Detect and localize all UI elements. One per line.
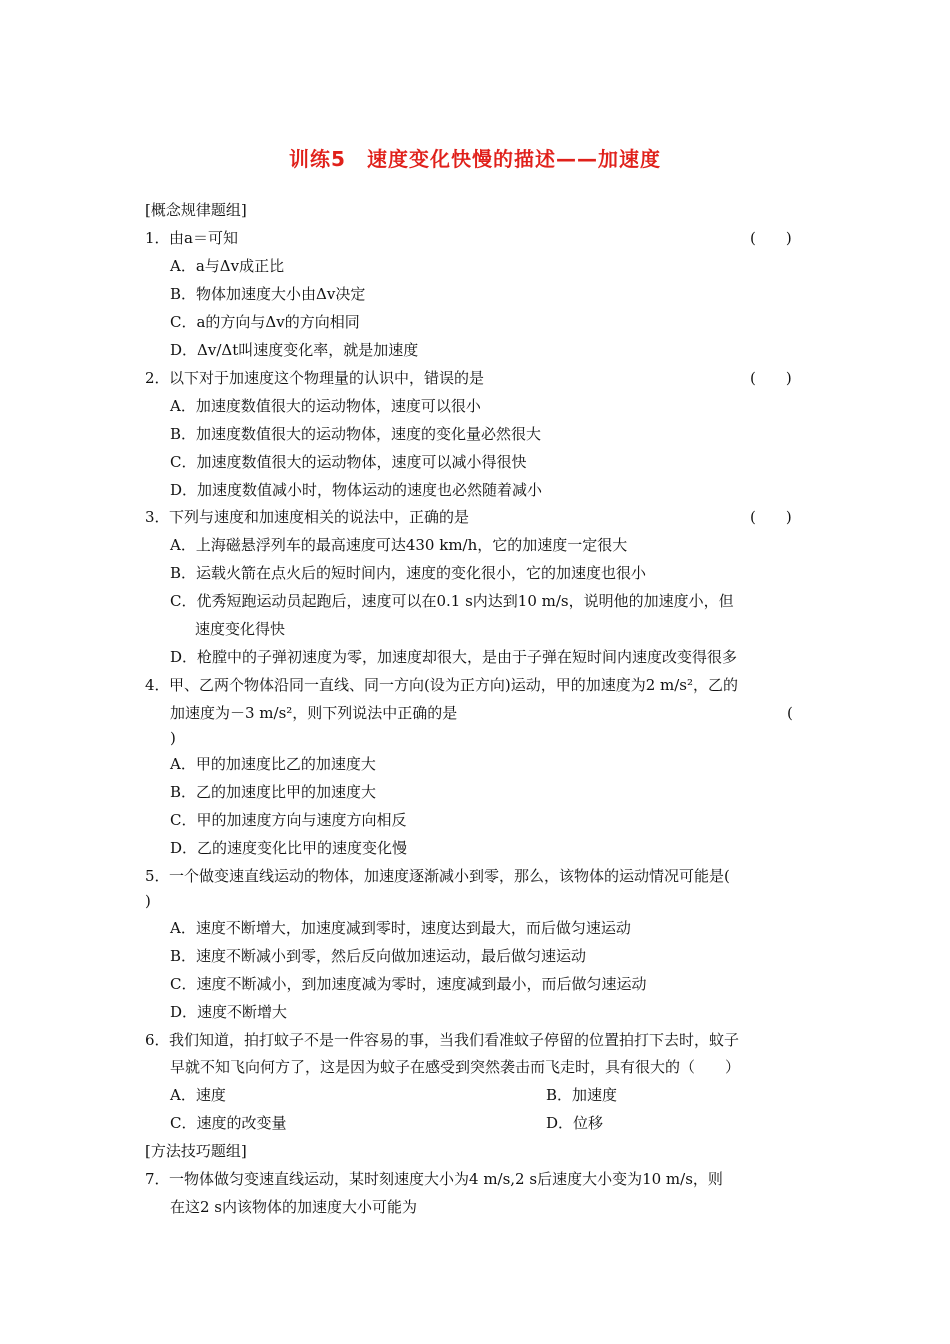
question-2-stem [145, 368, 484, 388]
option-a: A．速度不断增大，加速度减到零时，速度达到最大，而后做匀速运动 [170, 919, 631, 937]
answer-bracket-open: ( [787, 704, 793, 722]
question-number: 5． [145, 867, 170, 885]
question-number: 6． [145, 1031, 170, 1049]
option-b: B．加速度 [546, 1086, 618, 1104]
option-c: C．甲的加速度方向与速度方向相反 [170, 811, 407, 829]
option-a: A．a与Δv成正比 [170, 257, 285, 275]
option-c: C．优秀短跑运动员起跑后，速度可以在0.1 s内达到10 m/s，说明他的加速度小，但 [170, 592, 734, 610]
option-d: D．Δv/Δt叫速度变化率，就是加速度 [170, 341, 419, 359]
question-3-stem [145, 507, 469, 527]
question-7-stem-continuation: 在这2 s内该物体的加速度大小可能为 [170, 1198, 418, 1216]
question-4-stem [145, 675, 738, 695]
question-number: 2． [145, 369, 170, 387]
option-b: B．速度不断减小到零，然后反向做加速运动，最后做匀速运动 [170, 947, 587, 965]
question-text: 下列与速度和加速度相关的说法中，正确的是 [169, 508, 470, 526]
option-a: A．加速度数值很大的运动物体，速度可以很小 [170, 397, 481, 415]
question-text: 由a＝可知 [169, 229, 238, 247]
option-c: C．速度不断减小，到加速度减为零时，速度减到最小，而后做匀速运动 [170, 975, 647, 993]
option-b: B．物体加速度大小由Δv决定 [170, 285, 366, 303]
question-4-stem-continuation: 加速度为－3 m/s²，则下列说法中正确的是 [170, 704, 458, 722]
section-heading-methods: [方法技巧题组] [145, 1142, 247, 1160]
question-5-stem [145, 866, 730, 886]
question-text: 一物体做匀变速直线运动，某时刻速度大小为4 m/s,2 s后速度大小变为10 m/s，则 [169, 1170, 723, 1188]
option-b: B．运载火箭在点火后的短时间内，速度的变化很小，它的加速度也很小 [170, 564, 647, 582]
question-text: 以下对于加速度这个物理量的认识中，错误的是 [169, 369, 485, 387]
option-b: B．加速度数值很大的运动物体，速度的变化量必然很大 [170, 425, 542, 443]
question-number: 4． [145, 676, 170, 694]
question-7-stem [145, 1169, 723, 1189]
question-6-stem-continuation: 早就不知飞向何方了，这是因为蚊子在感受到突然袭击而飞走时，具有很大的（ ） [170, 1058, 741, 1076]
option-c-continuation: 速度变化得快 [195, 620, 286, 638]
option-c: C．速度的改变量 [170, 1114, 287, 1132]
option-c: C．a的方向与Δv的方向相同 [170, 313, 360, 331]
answer-bracket-close: ) [145, 892, 151, 910]
option-a: A．甲的加速度比乙的加速度大 [170, 755, 376, 773]
question-1-stem [145, 228, 238, 248]
option-d: D．加速度数值减小时，物体运动的速度也必然随着减小 [170, 481, 543, 499]
option-c: C．加速度数值很大的运动物体，速度可以减小得很快 [170, 453, 527, 471]
question-6-stem [145, 1030, 739, 1050]
option-b: B．乙的加速度比甲的加速度大 [170, 783, 377, 801]
question-text: 我们知道，拍打蚊子不是一件容易的事，当我们看准蚊子停留的位置拍打下去时，蚊子 [169, 1031, 740, 1049]
option-d: D．枪膛中的子弹初速度为零，加速度却很大，是由于子弹在短时间内速度改变得很多 [170, 648, 738, 666]
question-number: 7． [145, 1170, 170, 1188]
option-a: A．上海磁悬浮列车的最高速度可达430 km/h，它的加速度一定很大 [170, 536, 628, 554]
answer-bracket: ( ) [750, 508, 792, 526]
page-title: 训练5 速度变化快慢的描述——加速度 [289, 147, 661, 171]
option-d: D．乙的速度变化比甲的速度变化慢 [170, 839, 408, 857]
answer-bracket: ( ) [750, 229, 792, 247]
question-text: 甲、乙两个物体沿同一直线、同一方向(设为正方向)运动，甲的加速度为2 m/s²，乙的 [169, 676, 739, 694]
question-text: 一个做变速直线运动的物体，加速度逐渐减小到零，那么，该物体的运动情况可能是( [169, 867, 730, 885]
answer-bracket: ( ) [750, 369, 792, 387]
section-heading-concepts: [概念规律题组] [145, 201, 247, 219]
option-d: D．速度不断增大 [170, 1003, 288, 1021]
answer-bracket-close: ) [170, 729, 176, 747]
option-a: A．速度 [170, 1086, 226, 1104]
question-number: 3． [145, 508, 170, 526]
question-number: 1． [145, 229, 170, 247]
option-d: D．位移 [546, 1114, 604, 1132]
